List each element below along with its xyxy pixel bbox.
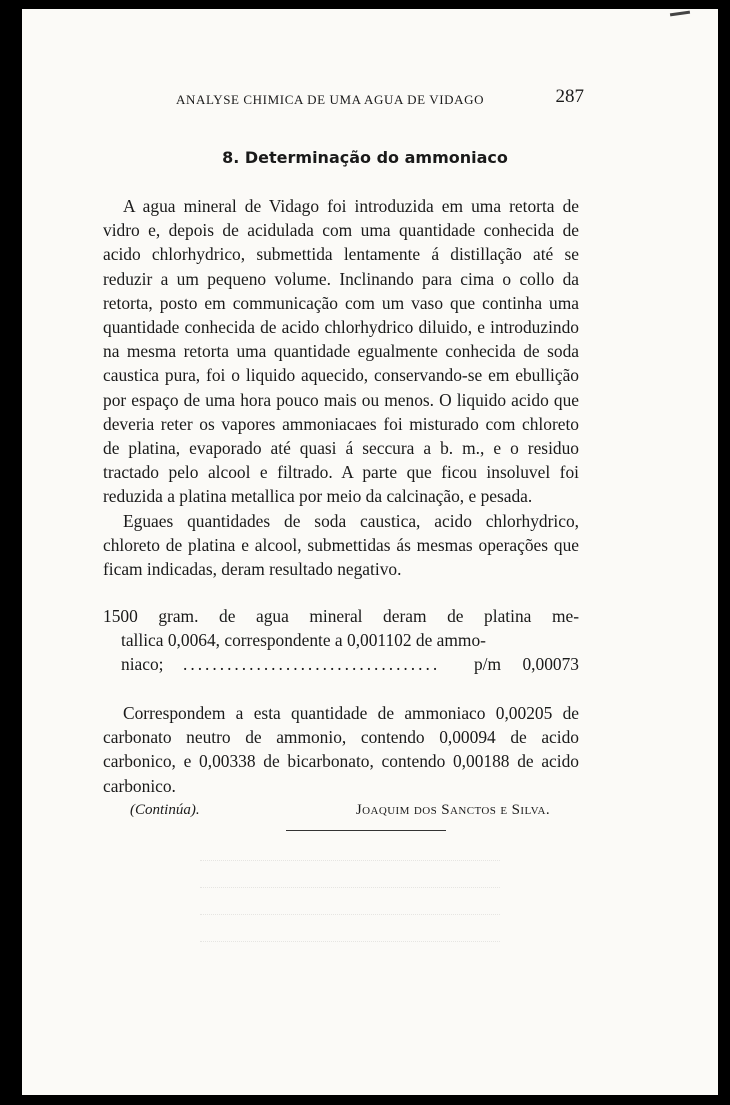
calculation-line-3-start: niaco; <box>121 654 164 675</box>
author-signature: Joaquim dos Sanctos e Silva. <box>355 802 550 818</box>
page-number: 287 <box>555 86 584 107</box>
scan-border-top <box>0 0 730 9</box>
calculation-block <box>103 604 579 676</box>
paragraph-carbonate: Correspondem a esta quantidade de ammoniaco 0,00205 de carbonato neutro de ammonio, contendo 0,00094 de acido carbonico, e 0,00338 de bicarbonato, contendo 0,00188 de acido carbonico. <box>103 703 579 796</box>
scan-border-bottom <box>0 1095 730 1105</box>
result-value: 0,00073 <box>522 654 579 675</box>
unit-per-mille: p/m <box>473 654 501 675</box>
paragraph-procedure: A agua mineral de Vidago foi introduzida em uma retorta de vidro e, depois de acidulada com uma quantidade conhecida de acido chlorhydrico, submettida lentamente á distillação até se reduzir a um pequeno volume. Inclinando para cima o collo da retorta, posto em communicação com um vaso que continha uma quantidade conhecida de acido chlorhydrico diluido, e introduzindo na mesma retorta uma quantidade egualmente conhecida de soda caustica pura, foi o liquido aquecido, conservando-se em ebullição por espaço de uma hora pouco mais ou menos. O liquido acido que deveria reter os vapores ammoniacaes foi misturado com chloreto de platina, evaporado até quasi á seccura a b. m., e o residuo tractado pelo alcool e filtrado. A parte que ficou insoluvel foi reduzida a platina metallica por meio da calcinação, e pesada. <box>103 196 579 507</box>
calculation-line-1: 1500 gram. de agua mineral deram de platina me- <box>103 606 579 626</box>
running-title: ANALYSE CHIMICA DE UMA AGUA DE VIDAGO <box>176 92 485 107</box>
calculation-line-3 <box>103 652 579 676</box>
continued-note: (Continúa). <box>130 802 200 818</box>
dot-leader: ................................... <box>183 654 441 675</box>
end-rule <box>286 830 446 831</box>
scan-border-left <box>0 0 22 1105</box>
calculation-line-2: tallica 0,0064, correspondente a 0,001102 de ammo- <box>121 630 486 651</box>
scan-border-right <box>718 0 730 1105</box>
bleed-through-texture <box>200 840 500 950</box>
article-footer <box>130 802 550 826</box>
running-header <box>176 86 584 111</box>
section-title: 8. Determinação do ammoniaco <box>222 148 508 167</box>
paragraph-blank-test: Eguaes quantidades de soda caustica, acido chlorhydrico, chloreto de platina e alcool, submettidas ás mesmas operações que ficam indicadas, deram resultado negativo. <box>103 511 579 580</box>
